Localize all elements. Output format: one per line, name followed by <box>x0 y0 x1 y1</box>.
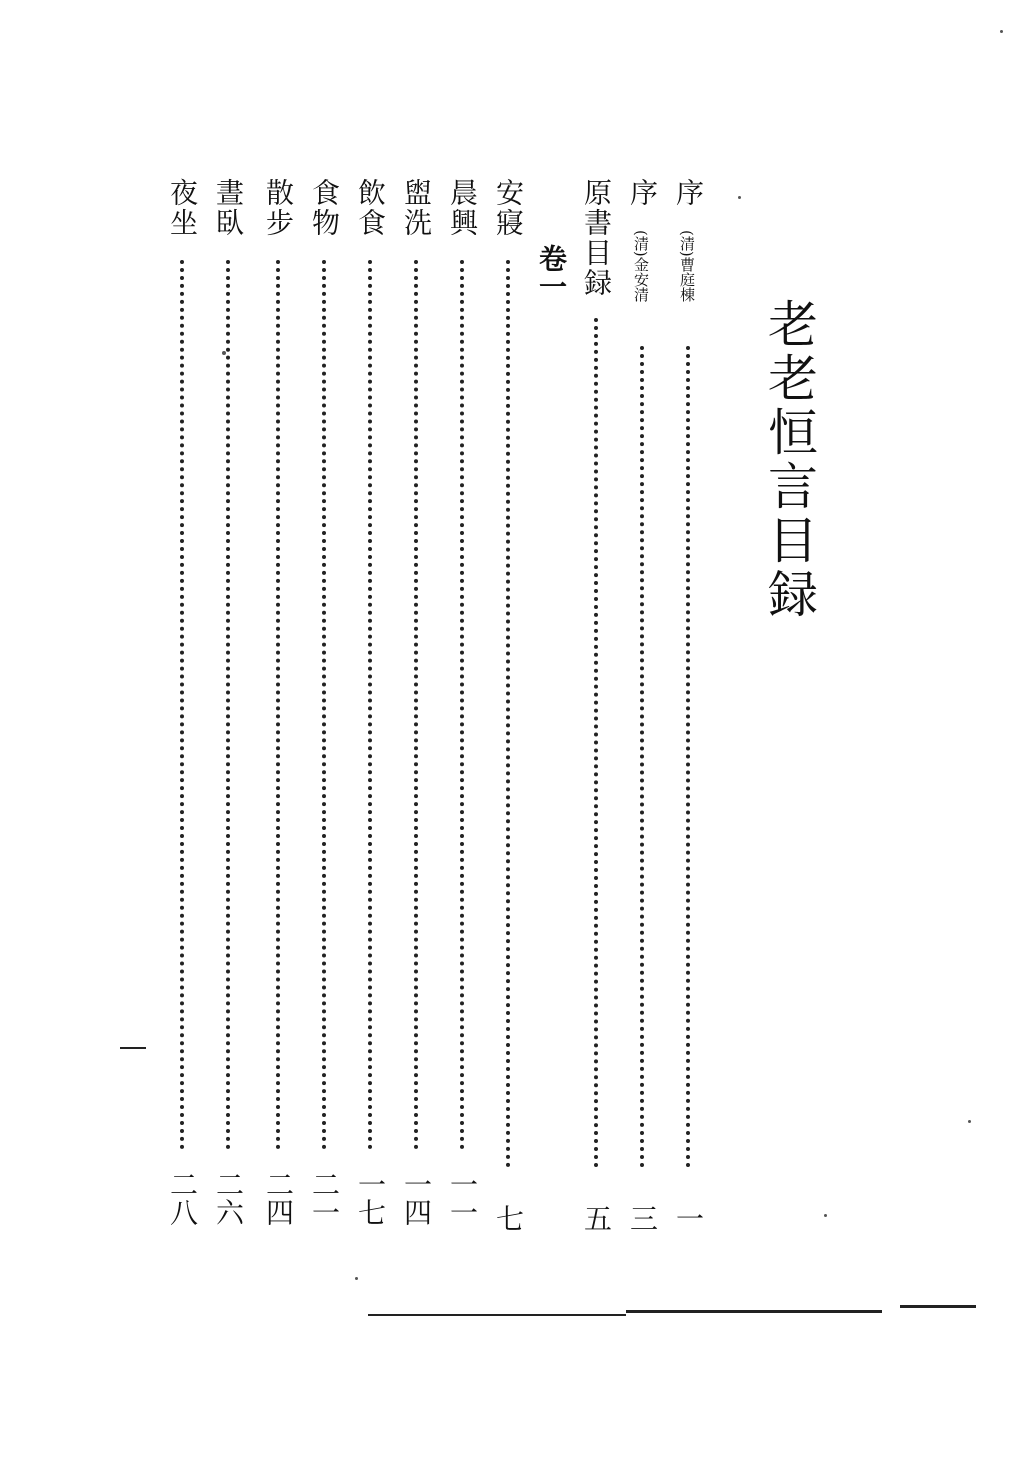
scan-speck <box>1000 30 1003 33</box>
toc-entry-original-contents <box>576 178 616 1238</box>
page-number: 二六 <box>212 1170 245 1226</box>
page-number: 一一 <box>446 1170 479 1226</box>
page-number: 五 <box>580 1204 613 1232</box>
toc-entry-title: 散步 <box>262 178 295 238</box>
scan-speck <box>824 1214 827 1217</box>
toc-entry <box>304 178 344 1238</box>
page-number: 一七 <box>354 1170 387 1226</box>
dot-leader <box>686 346 690 1168</box>
toc-entry-author: (清)金安清 <box>632 230 650 302</box>
scan-rule <box>900 1305 976 1308</box>
scan-speck <box>738 196 741 199</box>
scan-speck <box>222 351 226 355</box>
dot-leader <box>322 260 326 1150</box>
toc-entry-title: 序 <box>672 178 705 208</box>
dot-leader <box>460 260 464 1150</box>
toc-entry-title: 原書目録 <box>580 178 613 298</box>
page-number: 二八 <box>166 1170 199 1226</box>
toc-entry-author: (清)曹庭棟 <box>678 230 696 302</box>
toc-entry <box>350 178 390 1238</box>
scan-speck <box>355 1277 358 1280</box>
toc-entry <box>442 178 482 1238</box>
toc-entry <box>208 178 248 1238</box>
toc-entry-title: 盥洗 <box>400 178 433 238</box>
page-number: 二四 <box>262 1170 295 1226</box>
page-number: 三 <box>626 1204 659 1232</box>
toc-entry-title: 夜坐 <box>166 178 199 238</box>
toc-entry <box>488 178 528 1238</box>
page-number: 一四 <box>400 1170 433 1226</box>
dot-leader <box>594 318 598 1168</box>
toc-entry-title: 食物 <box>308 178 341 238</box>
margin-mark <box>120 1047 146 1049</box>
toc-entry <box>162 178 202 1238</box>
volume-heading: 卷一 <box>535 244 568 300</box>
dot-leader <box>368 260 372 1150</box>
dot-leader <box>506 260 510 1168</box>
scan-rule <box>626 1310 882 1313</box>
toc-entry-title: 晨興 <box>446 178 479 238</box>
page-title: 老老恒言目録 <box>760 298 818 622</box>
toc-entry <box>396 178 436 1238</box>
toc-entry-title: 安寢 <box>492 178 525 238</box>
toc-entry-title: 序 <box>626 178 659 208</box>
dot-leader <box>226 260 230 1150</box>
dot-leader <box>180 260 184 1150</box>
toc-entry-preface-1 <box>668 178 708 1238</box>
dot-leader <box>414 260 418 1150</box>
toc-entry-title: 飲食 <box>354 178 387 238</box>
page-number: 七 <box>492 1204 525 1232</box>
scan-rule <box>368 1314 626 1316</box>
toc-entry-title: 晝臥 <box>212 178 245 238</box>
page-number: 一 <box>672 1204 705 1232</box>
scan-speck <box>968 1120 971 1123</box>
dot-leader <box>640 346 644 1168</box>
page-number: 二一 <box>308 1170 341 1226</box>
toc-entry-preface-2 <box>622 178 662 1238</box>
toc-entry <box>258 178 298 1238</box>
dot-leader <box>276 260 280 1150</box>
